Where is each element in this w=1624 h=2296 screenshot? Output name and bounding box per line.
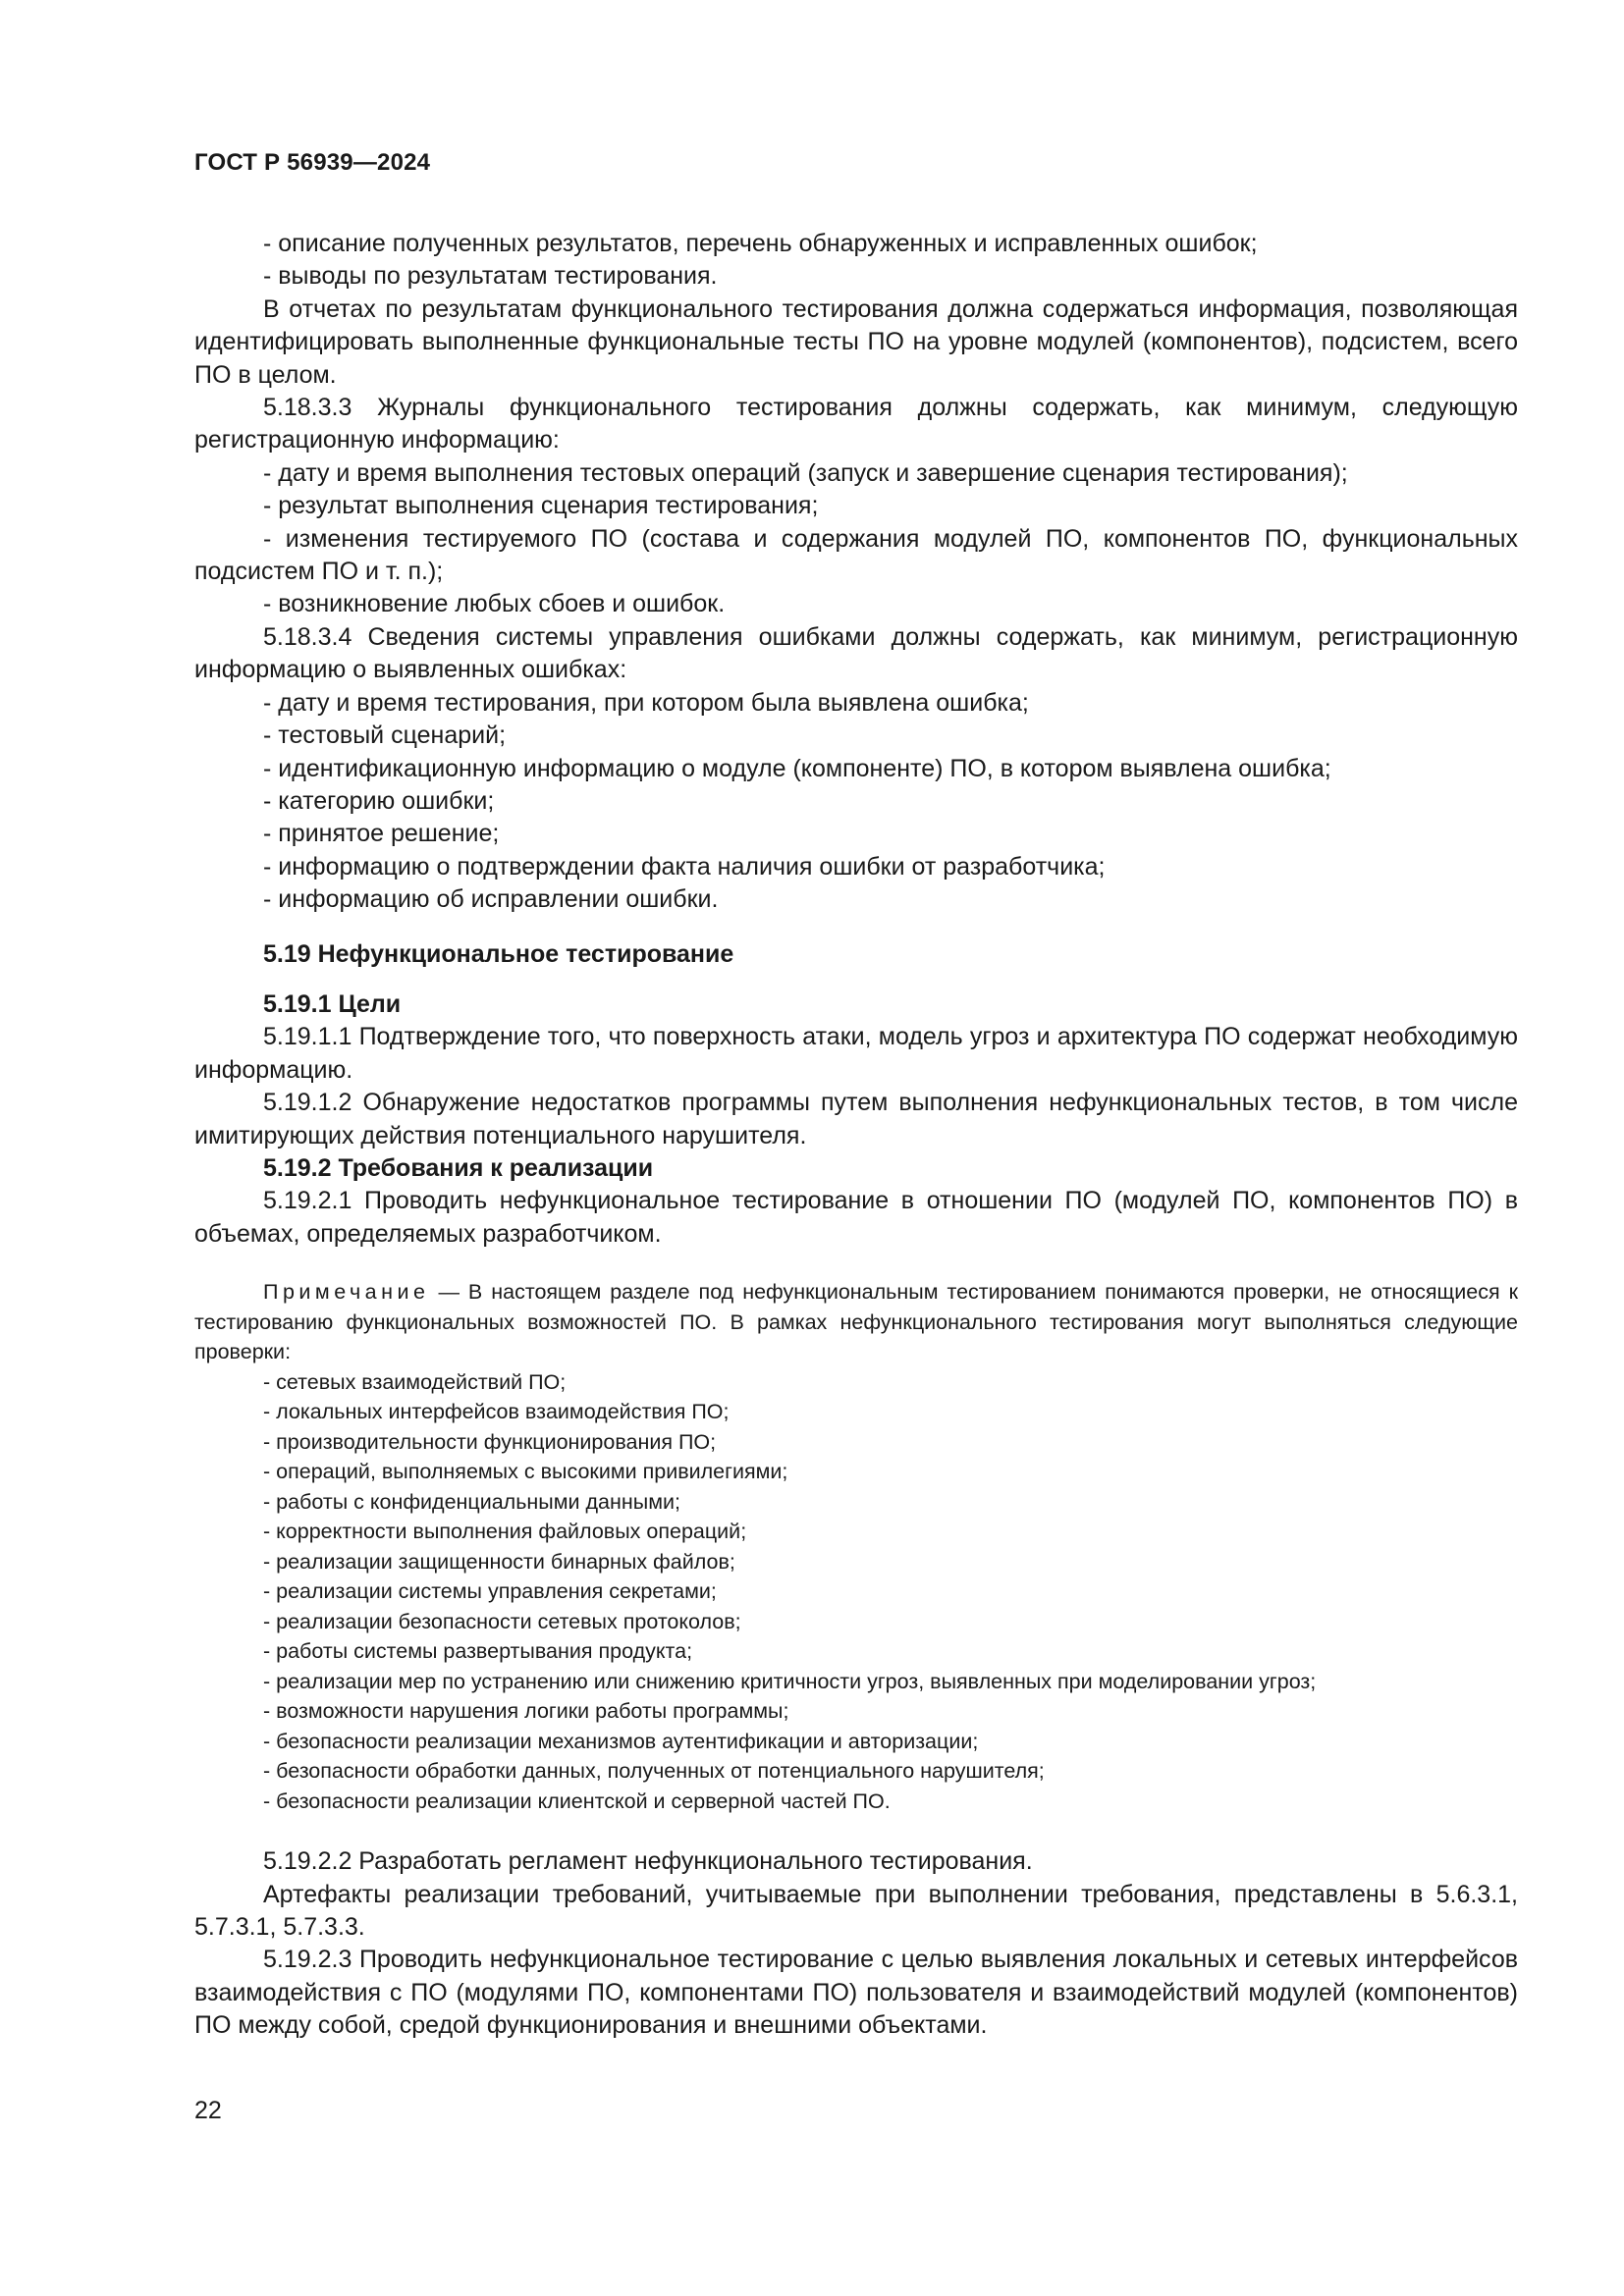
note-paragraph [194,1277,1518,1367]
paragraph-5-19-2-2: 5.19.2.2 Разработать регламент нефункционального тестирования. [263,1847,1033,1876]
note-list-item: - сетевых взаимодействий ПО; [263,1369,567,1394]
paragraph-artifacts: Артефакты реализации требований, учитываемые при выполнении требования, представлены в 5.6.3.1, 5.7.3.1, 5.7.3.3. [194,1880,1518,1941]
list-item: - принятое решение; [263,820,500,848]
list-item: - дату и время тестирования, при котором была выявлена ошибка; [263,688,1029,717]
list-item: - идентификационную информацию о модуле (компоненте) ПО, в котором выявлена ошибка; [263,754,1331,782]
list-item: - категорию ошибки; [263,786,495,815]
section-heading-5-19: 5.19 Нефункциональное тестирование [263,939,734,968]
note-list-item: - операций, выполняемых с высокими привилегиями; [263,1460,788,1484]
page-number: 22 [194,2097,222,2124]
note-list-item: - локальных интерфейсов взаимодействия ПО; [263,1400,730,1424]
note-block [194,1277,1518,1816]
list-item: - тестовый сценарий; [263,721,507,750]
note-list-item: - безопасности реализации механизмов аутентификации и авторизации; [263,1729,979,1753]
paragraph-5-18-3-4: 5.18.3.4 Сведения системы управления ошибками должны содержать, как минимум, регистрационную информацию о выявленных ошибках: [194,622,1518,684]
list-item: - дату и время выполнения тестовых операций (запуск и завершение сценария тестирования); [263,458,1348,487]
list-item: - возникновение любых сбоев и ошибок. [263,590,726,618]
document-header: ГОСТ Р 56939—2024 [194,149,431,176]
note-list-item: - реализации защищенности бинарных файлов; [263,1549,735,1574]
note-list-item: - работы системы развертывания продукта; [263,1639,693,1664]
list-item: - информацию о подтверждении факта наличия ошибки от разработчика; [263,852,1106,881]
list-item: - результат выполнения сценария тестирования; [263,492,819,520]
subsection-heading-5-19-1: 5.19.1 Цели [263,989,402,1018]
list-item: - изменения тестируемого ПО (состава и содержания модулей ПО, компонентов ПО, функциональных подсистем ПО и т. п.); [194,524,1518,586]
paragraph-5-19-2-3: 5.19.2.3 Проводить нефункциональное тестирование с целью выявления локальных и сетевых интерфейсов взаимодействия с ПО (модулями ПО, компонентами ПО) пользователя и взаимодействий модулей (компонентов) ПО между собой, средой функционирования и внешними объектами. [194,1946,1518,2040]
note-list-item: - реализации безопасности сетевых протоколов; [263,1609,741,1633]
paragraph-5-18-3-3: 5.18.3.3 Журналы функционального тестирования должны содержать, как минимум, следующую регистрационную информацию: [194,394,1518,454]
list-item: - выводы по результатам тестирования. [263,262,718,291]
subsection-heading-5-19-2: 5.19.2 Требования к реализации [263,1153,654,1182]
page-content [194,228,1518,2043]
note-list-item: - производительности функционирования ПО; [263,1429,717,1454]
list-item: - информацию об исправлении ошибки. [263,885,719,914]
paragraph-5-19-1-2: 5.19.1.2 Обнаружение недостатков программы путем выполнения нефункциональных тестов, в том числе имитирующих действия потенциального нарушителя. [194,1089,1518,1149]
note-list-item: - безопасности обработки данных, полученных от потенциального нарушителя; [263,1759,1045,1784]
note-label: Примечание [263,1280,430,1305]
note-list-item: - корректности выполнения файловых операций; [263,1520,747,1544]
note-list-item: - работы с конфиденциальными данными; [263,1489,680,1514]
note-text: — В настоящем разделе под нефункциональным тестированием понимаются проверки, не относящиеся к тестированию функциональных возможностей ПО. В рамках нефункционального тестирования могут выполняться следующие проверки: [194,1280,1518,1364]
paragraph-5-19-1-1: 5.19.1.1 Подтверждение того, что поверхность атаки, модель угроз и архитектура ПО содержат необходимую информацию. [194,1023,1518,1084]
note-list-item: - реализации мер по устранению или снижению критичности угроз, выявленных при моделировании угроз; [263,1669,1317,1693]
note-list-item: - реализации системы управления секретами; [263,1579,717,1604]
note-list-item: - возможности нарушения логики работы программы; [263,1699,789,1724]
list-item: - описание полученных результатов, перечень обнаруженных и исправленных ошибок; [263,230,1258,257]
paragraph-5-19-2-1: 5.19.2.1 Проводить нефункциональное тестирование в отношении ПО (модулей ПО, компонентов ПО) в объемах, определяемых разработчиком. [194,1187,1518,1248]
note-list-item: - безопасности реализации клиентской и серверной частей ПО. [263,1789,891,1813]
paragraph-reports: В отчетах по результатам функционального тестирования должна содержаться информация, позволяющая идентифицировать выполненные функциональные тесты ПО на уровне модулей (компонентов), подсистем, всего ПО в целом. [194,294,1518,389]
